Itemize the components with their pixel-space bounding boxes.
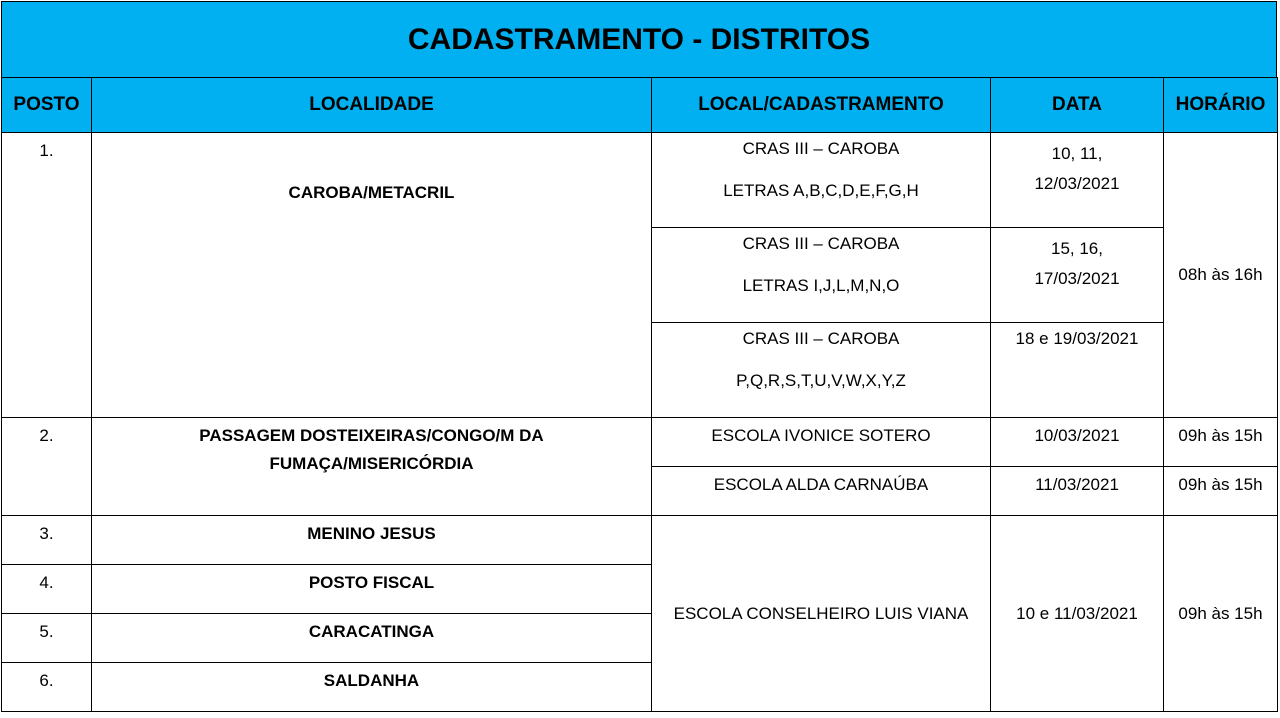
posto-cell: 3. bbox=[2, 516, 92, 565]
header-local: LOCAL/CADASTRAMENTO bbox=[652, 78, 991, 133]
horario-cell: 08h às 16h bbox=[1164, 133, 1278, 418]
data-cell: 18 e 19/03/2021 bbox=[991, 323, 1164, 418]
localidade-cell: MENINO JESUS bbox=[92, 516, 652, 565]
posto-cell: 6. bbox=[2, 663, 92, 712]
local-cell: ESCOLA CONSELHEIRO LUIS VIANA bbox=[652, 516, 991, 712]
table-row bbox=[2, 418, 1278, 467]
localidade-cell: CAROBA/METACRIL bbox=[92, 133, 652, 418]
data-cell: 10/03/2021 bbox=[991, 418, 1164, 467]
header-horario: HORÁRIO bbox=[1164, 78, 1278, 133]
data-cell: 11/03/2021 bbox=[991, 467, 1164, 516]
districts-table bbox=[1, 77, 1278, 712]
table-row bbox=[2, 516, 1278, 565]
table-row bbox=[2, 133, 1278, 228]
table-header-row bbox=[2, 78, 1278, 133]
local-cell: CRAS III – CAROBA P,Q,R,S,T,U,V,W,X,Y,Z bbox=[652, 323, 991, 418]
local-cell: ESCOLA ALDA CARNAÚBA bbox=[652, 467, 991, 516]
page-title: CADASTRAMENTO - DISTRITOS bbox=[1, 1, 1277, 78]
header-localidade: LOCALIDADE bbox=[92, 78, 652, 133]
posto-cell: 2. bbox=[2, 418, 92, 516]
posto-cell: 1. bbox=[2, 133, 92, 418]
horario-cell: 09h às 15h bbox=[1164, 418, 1278, 467]
local-cell: CRAS III – CAROBA LETRAS A,B,C,D,E,F,G,H bbox=[652, 133, 991, 228]
posto-cell: 4. bbox=[2, 565, 92, 614]
localidade-cell: PASSAGEM DOSTEIXEIRAS/CONGO/M DA FUMAÇA/MISERICÓRDIA bbox=[92, 418, 652, 516]
horario-cell: 09h às 15h bbox=[1164, 467, 1278, 516]
data-cell: 10 e 11/03/2021 bbox=[991, 516, 1164, 712]
header-data: DATA bbox=[991, 78, 1164, 133]
data-cell: 10, 11, 12/03/2021 bbox=[991, 133, 1164, 228]
localidade-cell: POSTO FISCAL bbox=[92, 565, 652, 614]
local-cell: CRAS III – CAROBA LETRAS I,J,L,M,N,O bbox=[652, 228, 991, 323]
local-cell: ESCOLA IVONICE SOTERO bbox=[652, 418, 991, 467]
localidade-cell: CARACATINGA bbox=[92, 614, 652, 663]
data-cell: 15, 16, 17/03/2021 bbox=[991, 228, 1164, 323]
header-posto: POSTO bbox=[2, 78, 92, 133]
posto-cell: 5. bbox=[2, 614, 92, 663]
localidade-cell: SALDANHA bbox=[92, 663, 652, 712]
horario-cell: 09h às 15h bbox=[1164, 516, 1278, 712]
